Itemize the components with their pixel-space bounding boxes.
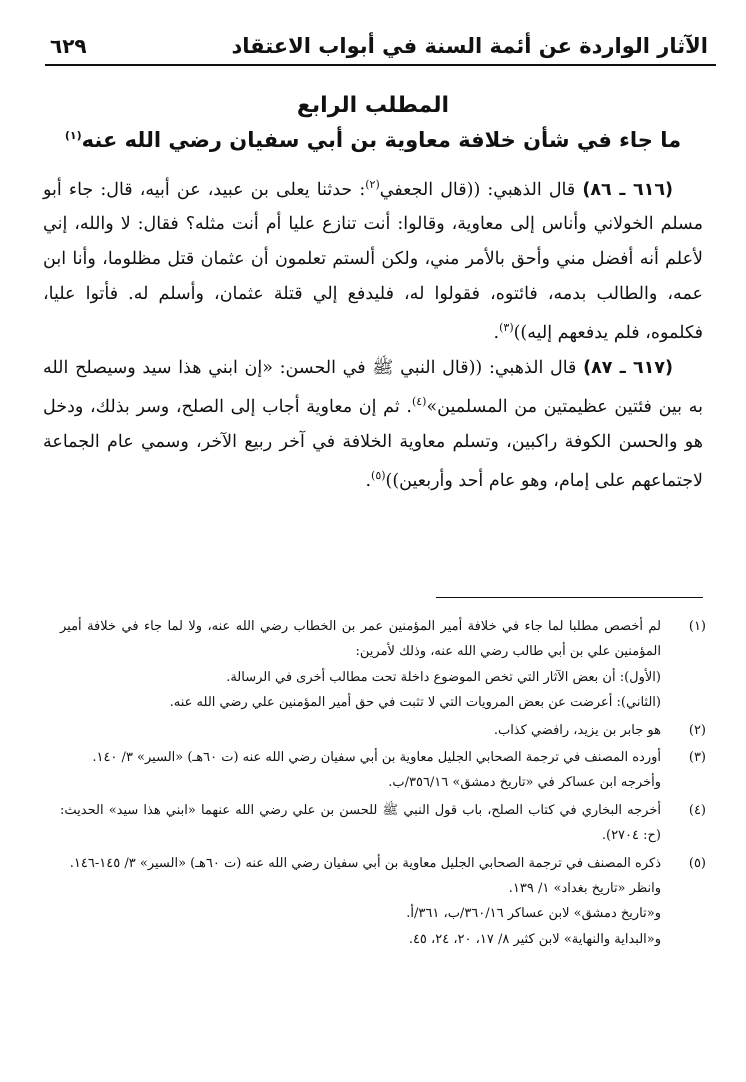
footnote-marker: (٤) bbox=[411, 395, 427, 409]
footnote-line: لم أخصص مطلبا لما جاء في خلافة أمير المؤمنين عمر بن الخطاب رضي الله عنه، ولا لما جاء في خلافة أمير المؤمنين علي بن أبي طالب رضي الله عنه، وذلك لأمرين: bbox=[60, 619, 661, 660]
footnote-number: (١) bbox=[688, 619, 706, 634]
footnote-separator bbox=[436, 597, 703, 598]
footnote-marker: (٣) bbox=[499, 321, 514, 335]
header-rule bbox=[45, 64, 716, 66]
footnote-body bbox=[60, 745, 661, 796]
narration-number: (٦١٦ ـ ٨٦) bbox=[582, 179, 673, 200]
narration-text: قال الذهبي: ((قال النبي ﷺ في الحسن: «إن ابني هذا سيد وسيصلح الله به بين فئتين عظيمتين من المسلمين» bbox=[43, 357, 703, 418]
footnote-line: أخرجه البخاري في كتاب الصلح، باب قول النبي ﷺ للحسن بن علي رضي الله عنهما «ابني هذا سيد» الحديث: (ح: ٢٧٠٤). bbox=[60, 802, 661, 844]
narration-tail: . bbox=[365, 471, 372, 492]
footnote-number: (٣) bbox=[688, 750, 706, 766]
footnote-number: (٥) bbox=[688, 855, 706, 871]
section-title bbox=[40, 128, 706, 152]
footnote bbox=[60, 614, 706, 716]
footnote-line: و«تاريخ دمشق» لابن عساكر ٣٦٠/١٦/ب، ٣٦١/أ. bbox=[406, 906, 661, 922]
footnote-line: أورده المصنف في ترجمة الصحابي الجليل معاوية بن أبي سفيان رضي الله عنه (ت ٦٠هـ) «السير» ٣/ ١٤٠. bbox=[92, 750, 661, 766]
footnote-number: (٤) bbox=[688, 802, 706, 818]
footnote-line: وأخرجه ابن عساكر في «تاريخ دمشق» ٣٥٦/١٦/ب. bbox=[388, 775, 661, 791]
narration-paragraph bbox=[43, 351, 703, 499]
narration-text: : حدثنا يعلى بن عبيد، عن أبيه، قال: جاء أبو مسلم الخولاني وأناس إلى معاوية، وقالوا: أنت تنازع عليا أم أنت مثله؟ فقال: لا والله، إني لأعلم أنه أفضل مني وأحق بالأمر مني، ولكن ألستم تعلمون أن عثمان قتل مظلوما، وأنا ابن عمه، والطالب بدمه، فائتوه، فقولوا له، فليدفع إلي قتلة عثمان، وأسلم له. فأتوا عليا، فكلموه، فلم يدفعهم إليه)) bbox=[43, 179, 703, 344]
main-text bbox=[43, 168, 703, 499]
footnote-line: ذكره المصنف في ترجمة الصحابي الجليل معاوية بن أبي سفيان رضي الله عنه (ت ٦٠هـ) «السير» ٣/ ١٤٥-١٤٦. bbox=[69, 855, 661, 871]
narration-paragraph bbox=[43, 168, 703, 351]
section-label: المطلب الرابع bbox=[296, 93, 450, 118]
narration-tail: . bbox=[493, 323, 500, 344]
section-title-text: ما جاء في شأن خلافة معاوية بن أبي سفيان رضي الله عنه bbox=[81, 128, 682, 152]
footnote-marker: (١) bbox=[64, 129, 82, 142]
footnote-line: (الأول): أن بعض الآثار التي تخص الموضوع داخلة تحت مطالب أخرى في الرسالة. bbox=[226, 669, 661, 685]
footnote bbox=[60, 798, 706, 849]
footnote-body bbox=[60, 718, 661, 743]
footnotes bbox=[60, 614, 706, 954]
running-title: الآثار الواردة عن أئمة السنة في أبواب الاعتقاد bbox=[231, 34, 708, 58]
footnote-body bbox=[60, 798, 661, 849]
footnote-line: هو جابر بن يزيد، رافضي كذاب. bbox=[493, 722, 661, 738]
footnote-body bbox=[60, 614, 661, 716]
running-header bbox=[50, 18, 708, 58]
page-number: ٦٢٩ bbox=[50, 34, 87, 58]
footnote-number: (٢) bbox=[688, 722, 706, 738]
footnote bbox=[60, 745, 706, 796]
footnote-body bbox=[60, 851, 661, 953]
footnote bbox=[60, 718, 706, 743]
footnote-marker: (٢) bbox=[365, 178, 380, 191]
footnote-marker: (٥) bbox=[371, 469, 386, 483]
footnote-line: وانظر «تاريخ بغداد» ١/ ١٣٩. bbox=[508, 881, 661, 897]
narration-text: قال الذهبي: ((قال الجعفي bbox=[379, 179, 583, 200]
footnote-line: (الثاني): أعرضت عن بعض المرويات التي لا تثبت في حق أمير المؤمنين علي رضي الله عنه. bbox=[169, 695, 661, 711]
footnote bbox=[60, 851, 706, 953]
narration-number: (٦١٧ ـ ٨٧) bbox=[583, 357, 673, 378]
footnote-line: و«البداية والنهاية» لابن كثير ٨/ ١٧، ٢٠، ٢٤، ٤٥. bbox=[408, 931, 661, 947]
narration-text: . ثم إن معاوية أجاب إلى الصلح، وسر بذلك، ودخل هو والحسن الكوفة راكبين، وتسلم معاوية الخلافة في آخر ربيع الآخر، وسمي عام الجماعة لاجتماعهم على إمام، وهو عام أحد وأربعين)) bbox=[43, 397, 703, 492]
